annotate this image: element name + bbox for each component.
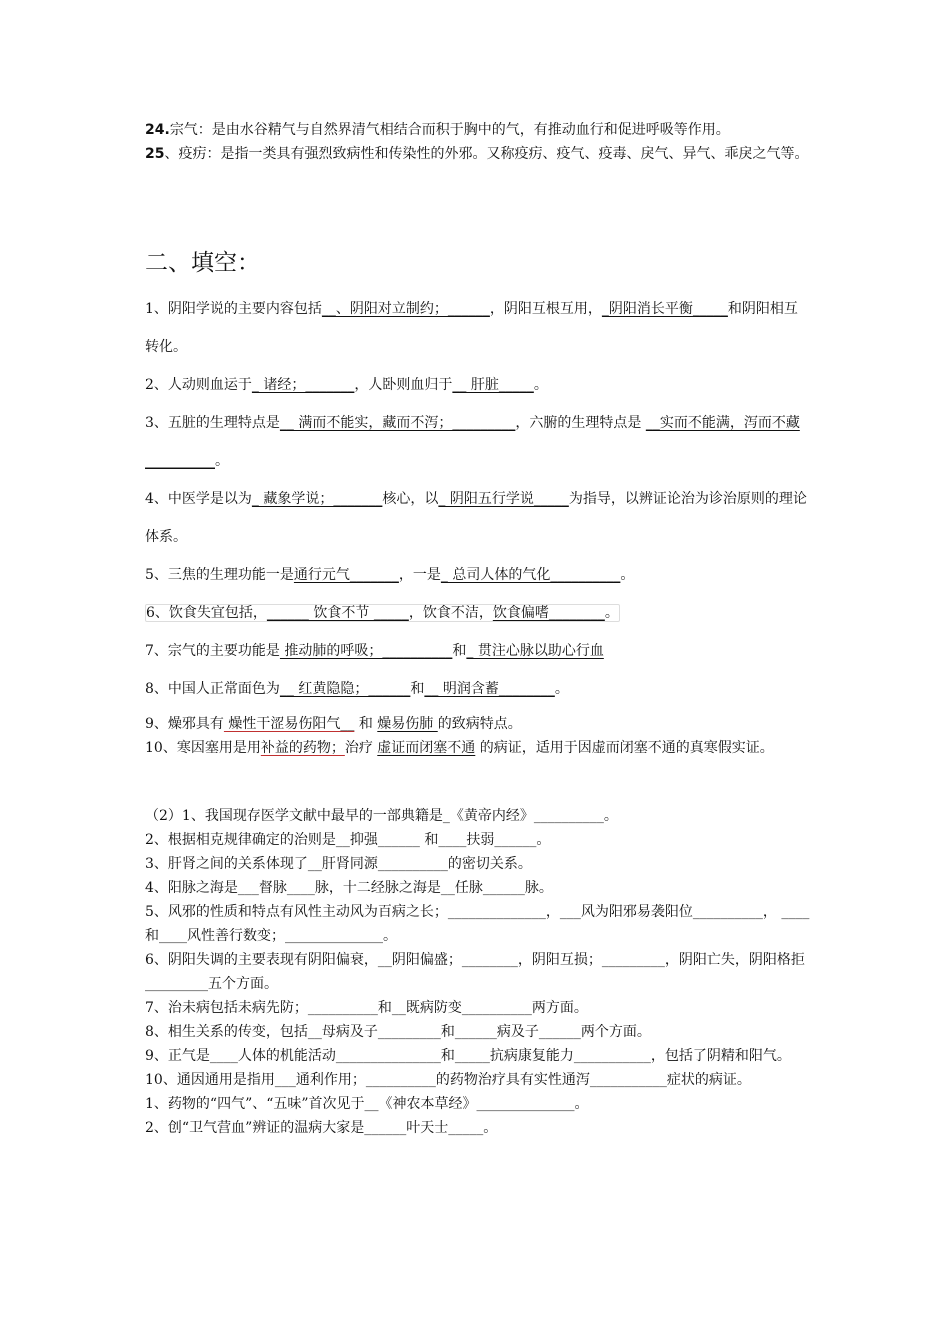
fill-q2: 2、人动则血运于_ 诸经；_______，人卧则血归于__ 肝脏_____。 — [145, 377, 548, 393]
fill-q8: 8、中国人正常面色为__ 红黄隐隐；______和__ 明润含蓄________。 — [145, 681, 569, 697]
fill-q10: 10、寒因塞用是用补益的药物；治疗 虚证而闭塞不通 的病证，适用于因虚而闭塞不通的真寒假实证。 — [145, 740, 774, 756]
fill-b-item-2: 2、根据相克规律确定的治则是__抑强______ 和____扶弱______。 — [145, 832, 551, 848]
fill-b-item-3: 3、肝肾之间的关系体现了__肝肾同源__________的密切关系。 — [145, 856, 532, 872]
definition-24: 24.宗气：是由水谷精气与自然界清气相结合而积于胸中的气，有推动血行和促进呼吸等作用。 — [145, 122, 730, 138]
section-title: 二、填空： — [145, 250, 260, 276]
fill-b-item-12: 2、创“卫气营血”辨证的温病大家是______叶天士_____。 — [145, 1120, 498, 1136]
fill-q7: 7、宗气的主要功能是 推动肺的呼吸；__________和_ 贯注心脉以助心行血 — [145, 643, 604, 659]
fill-section-a — [145, 290, 810, 760]
fill-b-item-9: 9、正气是____人体的机能活动_______________和_____抗病康复能力___________，包括了阴精和阳气。 — [145, 1048, 791, 1064]
fill-b-item-4: 4、阳脉之海是___督脉____脉，十二经脉之海是__任脉______脉。 — [145, 880, 553, 896]
fill-q6-box: 6、饮食失宜包括，______ 饮食不节 _____，饮食不洁，饮食偏嗜________。 — [146, 605, 619, 621]
fill-b-item-7: 7、治未病包括未病先防；__________和__既病防变__________两方面。 — [145, 1000, 588, 1016]
fill-section-b — [145, 804, 810, 1140]
fill-q1: 1、阴阳学说的主要内容包括__、阴阳对立制约；______，阴阳互根互用，_阴阳消长平衡_____和阴阳相互转化。 — [145, 301, 798, 355]
fill-b-item-10: 10、通因通用是指用___通利作用；__________的药物治疗具有实性通泻___________症状的病证。 — [145, 1072, 751, 1088]
fill-b-item-8: 8、相生关系的传变，包括__母病及子_________和______病及子______两个方面。 — [145, 1024, 651, 1040]
fill-b-item-6: 6、阴阳失调的主要表现有阴阳偏衰，__阴阳偏盛；________，阴阳互损；_________，阴阳亡失，阴阳格拒_________五个方面。 — [145, 952, 805, 992]
fill-q9: 9、燥邪具有 燥性干涩易伤阳气__ 和 燥易伤肺 的致病特点。 — [145, 716, 522, 732]
definitions — [145, 118, 810, 166]
fill-b-item-1: （2）1、我国现存医学文献中最早的一部典籍是_《黄帝内经》__________。 — [145, 808, 618, 824]
fill-q6 — [145, 594, 810, 632]
fill-b-item-11: 1、药物的“四气”、“五味”首次见于__《神农本草经》______________。 — [145, 1096, 589, 1112]
fill-q4: 4、中医学是以为_ 藏象学说；_______核心，以_ 阴阳五行学说_____为指导，以辨证论治为诊治原则的理论体系。 — [145, 491, 807, 545]
fill-b-item-5: 5、风邪的性质和特点有风性主动风为百病之长；______________，___风为阳邪易袭阳位__________， ____和____风性善行数变；______________。 — [145, 904, 810, 944]
fill-q3: 3、五脏的生理特点是__ 满而不能实，藏而不泻；_________，六腑的生理特点是 __实而不能满，泻而不藏__________。 — [145, 415, 800, 469]
definition-25: 25、疫疠：是指一类具有强烈致病性和传染性的外邪。又称疫疠、疫气、疫毒、戾气、异气、乖戾之气等。 — [145, 146, 809, 162]
fill-q5: 5、三焦的生理功能一是通行元气_______，一是_ 总司人体的气化__________。 — [145, 567, 635, 583]
